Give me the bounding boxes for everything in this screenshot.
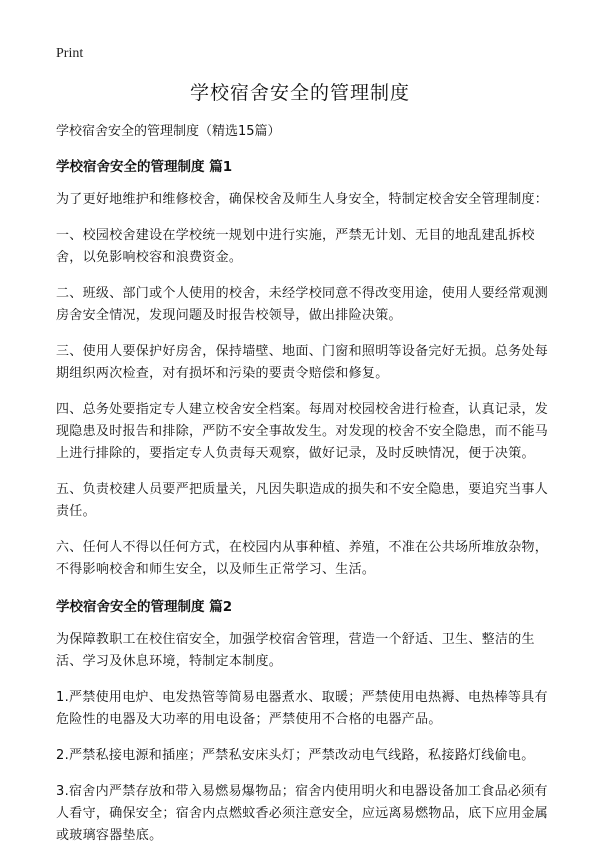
section-heading: 学校宿舍安全的管理制度 篇2 (56, 599, 233, 615)
paragraph: 为了更好地维护和维修校舍，确保校舍及师生人身安全，特制定校舍安全管理制度： (56, 192, 549, 207)
page-title: 学校宿舍安全的管理制度 (189, 82, 410, 104)
article-subtitle: 学校宿舍安全的管理制度（精选15篇） (56, 124, 281, 139)
print-link[interactable]: Print (56, 46, 84, 61)
section-2 (56, 595, 560, 847)
paragraph: 六、任何人不得以任何方式，在校园内从事种植、养殖，不准在公共场所堆放杂物，不得影响校舍和师生安全，以及师生正常学习、生活。 (56, 540, 549, 577)
paragraph: 1.严禁使用电炉、电发热管等简易电器煮水、取暖；严禁使用电热褥、电热棒等具有危险性的电器及大功率的用电设备；严禁使用不合格的电器产品。 (56, 690, 548, 727)
paragraph: 五、负责校建人员要严把质量关，凡因失职造成的损失和不安全隐患，要追究当事人责任。 (56, 482, 549, 519)
section-heading: 学校宿舍安全的管理制度 篇1 (56, 159, 233, 175)
paragraph: 一、校园校舍建设在学校统一规划中进行实施，严禁无计划、无目的地乱建乱拆校舍，以免影响校容和浪费资金。 (56, 228, 535, 265)
paragraph: 三、使用人要保护好房舍，保持墙壁、地面、门窗和照明等设备完好无损。总务处每期组织两次检查，对有损坏和污染的要责令赔偿和修复。 (56, 344, 549, 381)
paragraph: 2.严禁私接电源和插座；严禁私安床头灯；严禁改动电气线路，私接路灯线偷电。 (56, 748, 535, 763)
section-1 (56, 155, 560, 581)
paragraph: 为保障教职工在校住宿安全，加强学校宿舍管理，营造一个舒适、卫生、整洁的生活、学习及休息环境，特制定本制度。 (56, 632, 535, 669)
paragraph: 3.宿舍内严禁存放和带入易燃易爆物品；宿舍内使用明火和电器设备加工食品必须有人看守，确保安全；宿舍内点燃蚊香必须注意安全，应远离易燃物品，底下应用金属或玻璃容器垫底。 (56, 784, 549, 843)
article-body (56, 120, 560, 861)
paragraph: 二、班级、部门或个人使用的校舍，未经学校同意不得改变用途，使用人要经常观测房舍安全情况，发现问题及时报告校领导，做出排险决策。 (56, 286, 549, 323)
paragraph: 四、总务处要指定专人建立校舍安全档案。每周对校园校舍进行检查，认真记录，发现隐患及时报告和排除，严防不安全事故发生。对发现的校舍不安全隐患，而不能马上进行排除的，要指定专人负责每天观察，做好记录，及时反映情况，便于决策。 (56, 402, 549, 461)
